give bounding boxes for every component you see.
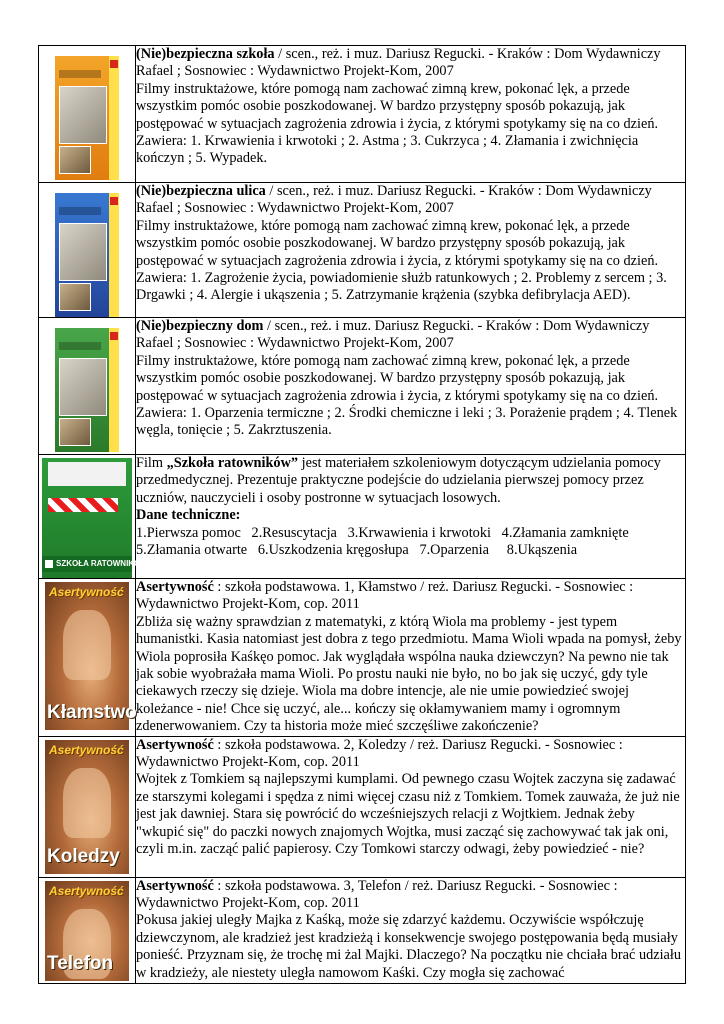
table-row (39, 455, 686, 579)
entry-desc: Filmy instruktażowe, które pomogą nam zachować zimną krew, pokonać lęk, a przede wszystkim pomóc osobie poszkodowanej. W bardzo przystępny sposób pokazują, jak postępować w sytuacjach zagrożenia zdrowia i życia, z którymi spotykamy się na co dzień. Zawiera: 1. Krwawienia i krwotoki ; 2. Astma ; 3. Cukrzyca ; 4. Złamania i zwichnięcia kończyn ; 5. Wypadek. (136, 80, 659, 167)
entry-title: Asertywność (136, 877, 214, 894)
entry-meta: / scen., reż. i muz. Dariusz Regucki. - Kraków : Dom Wydawniczy Rafael ; Sosnowiec : Wydawnictwo Projekt-Kom, 2007 (136, 318, 650, 352)
entry-description (136, 877, 686, 983)
dvd-cover-image (45, 881, 129, 981)
entry-title: „Szkoła ratowników” (166, 455, 299, 471)
entry-description (136, 736, 686, 877)
entry-desc: Filmy instruktażowe, które pomogą nam zachować zimną krew, pokonać lęk, a przede wszystkim pomóc osobie poszkodowanej. W bardzo przystępny sposób pokazują, jak postępować w sytuacjach zagrożenia zdrowia i życia, z którymi spotykamy się na co dzień. Zawiera: 1. Oparzenia termiczne ; 2. Środki chemiczne i leki ; 3. Porażenie prądem ; 4. Tlenek węgla, tonięcie ; 5. Zakrztuszenia. (136, 352, 678, 439)
cover-cell (39, 46, 136, 183)
cover-brand: Asertywność (49, 585, 124, 599)
table-row (39, 318, 686, 455)
entry-meta: : szkoła podstawowa. 2, Koledzy / reż. Dariusz Regucki. - Sosnowiec : Wydawnictwo Projekt-Kom, cop. 2011 (136, 736, 623, 771)
cover-title: Koledzy (47, 845, 120, 867)
entry-description (136, 579, 686, 737)
entry-title: Asertywność (136, 579, 214, 595)
entry-meta: / scen., reż. i muz. Dariusz Regucki. - Kraków : Dom Wydawniczy Rafael ; Sosnowiec : Wydawnictwo Projekt-Kom, 2007 (136, 46, 661, 80)
cover-cell (39, 183, 136, 318)
table-row (39, 46, 686, 183)
cover-title: Kłamstwo (47, 702, 137, 723)
entry-description (136, 183, 686, 318)
entry-description (136, 318, 686, 455)
first-aid-cross-icon (45, 560, 53, 568)
table-row (39, 183, 686, 318)
dvd-cover-image (55, 50, 119, 180)
tech-line: 5.Złamania otwarte 6.Uszkodzenia kręgosłupa 7.Oparzenia 8.Ukąszenia (136, 542, 578, 559)
entry-meta: / scen., reż. i muz. Dariusz Regucki. - Kraków : Dom Wydawniczy Rafael ; Sosnowiec : Wydawnictwo Projekt-Kom, 2007 (136, 183, 652, 217)
entry-title: (Nie)bezpieczny dom (136, 318, 264, 334)
cover-title: Telefon (47, 952, 114, 974)
dvd-cover-image (55, 187, 119, 317)
cover-cell (39, 455, 148, 579)
table-row (39, 736, 686, 877)
cover-label: SZKOŁA RATOWNIKÓW (56, 559, 148, 568)
first-aid-cross-icon (110, 60, 118, 68)
entry-desc: Pokusa jakiej uległy Majka z Kaśką, może się zdarzyć każdemu. Oczywiście współczuję dziewczynom, ale kradzież jest kradzieżą i konsekwencje swojego postępowania będą musiały ponieść. Przyznam się, że trochę mi żal Majki. Dlaczego? Na początku nie chciała brać udziału w kradzieży, ale niestety uległa namowom Kaśki. Czy mogła się zachować (136, 912, 682, 981)
dvd-cover-image (55, 322, 119, 452)
tech-line: 1.Pierwsza pomoc 2.Resuscytacja 3.Krwawienia i krwotoki 4.Złamania zamknięte (136, 524, 629, 541)
entry-desc: Zbliża się ważny sprawdzian z matematyki, z którą Wiola ma problemy - jest typem humanistki. Kasia natomiast jest dobra z tego przedmiotu. Mama Wioli wpada na pomysł, żeby Wiola poprosiła Kaśkęo pomoc. Jak wyglądała wspólna nauka dziewczyn? Na pewno nie tak jak sobie wyobrażała mama Wioli. Po prostu nauki nie było, no bo jak się uczyć, gdy tyle ciekawych rzeczy się dzieje. Wiola ma dobre intencje, ale nie umie powiedzieć swojej koleżance - nie! Chce się uczyć, ale... kończy się okłamywaniem mamy i ogromnym zdenerwowaniem. Czy ta historia może mieć szczęśliwe zakończenie? (136, 613, 682, 735)
catalog-table (38, 45, 686, 984)
entry-desc: Wojtek z Tomkiem są najlepszymi kumplami. Od pewnego czasu Wojtek zaczyna się zadawać ze starszymi kolegami i spędza z nimi więcej czasu niż z Tomkiem. Tomek zauważa, że już nie jest jak dawniej. Stara się powrócić do wcześniejszych relacji z Wojtkiem. Jednak żeby "wkupić się" do paczki nowych znajomych Wojtka, musi zacząć się zachowywać tak jak oni, czyli m.in. zacząć palić papierosy. Czy Tomkowi starczy odwagi, żeby powiedzieć - nie? (136, 771, 680, 858)
entry-desc: jest materiałem szkoleniowym dotyczącym udzielania pomocy przedmedycznej. Prezentuje praktyczne podejście do udzielania pierwszej pomocy przez uczniów, nauczycieli i osoby postronne w sytuacjach losowych. (136, 455, 661, 506)
table-row (39, 877, 686, 983)
cover-cell (39, 318, 136, 455)
tech-heading: Dane techniczne: (136, 507, 241, 524)
entry-title: (Nie)bezpieczna szkoła (136, 46, 275, 62)
cover-brand: Asertywność (49, 883, 124, 898)
table-row (39, 579, 686, 737)
first-aid-cross-icon (110, 332, 118, 340)
cover-brand: Asertywność (49, 742, 124, 757)
dvd-cover-image (42, 458, 148, 578)
entry-title: Asertywność (136, 736, 214, 753)
entry-desc: Filmy instruktażowe, które pomogą nam zachować zimną krew, pokonać lęk, a przede wszystkim pomóc osobie poszkodowanej. W bardzo przystępny sposób pokazują, jak postępować w sytuacjach zagrożenia zdrowia i życia, z którymi spotykamy się na co dzień. Zawiera: 1. Zagrożenie życia, powiadomienie służb ratunkowych ; 2. Problemy z sercem ; 3. Drgawki ; 4. Alergie i ukąszenia ; 5. Zatrzymanie krążenia (szybka defibrylacja AED). (136, 217, 667, 304)
first-aid-cross-icon (110, 197, 118, 205)
entry-meta: : szkoła podstawowa. 3, Telefon / reż. Dariusz Regucki. - Sosnowiec : Wydawnictwo Projekt-Kom, cop. 2011 (136, 877, 618, 912)
dvd-cover-image (45, 740, 129, 874)
entry-title: (Nie)bezpieczna ulica (136, 183, 266, 199)
cover-cell (39, 877, 136, 983)
entry-description (136, 46, 686, 183)
cover-cell (39, 736, 136, 877)
entry-prefix: Film (136, 455, 167, 471)
dvd-cover-image (45, 582, 137, 730)
cover-cell (39, 579, 136, 737)
entry-meta: : szkoła podstawowa. 1, Kłamstwo / reż. Dariusz Regucki. - Sosnowiec : Wydawnictwo Projekt-Kom, cop. 2011 (136, 579, 634, 613)
entry-description (136, 455, 686, 579)
